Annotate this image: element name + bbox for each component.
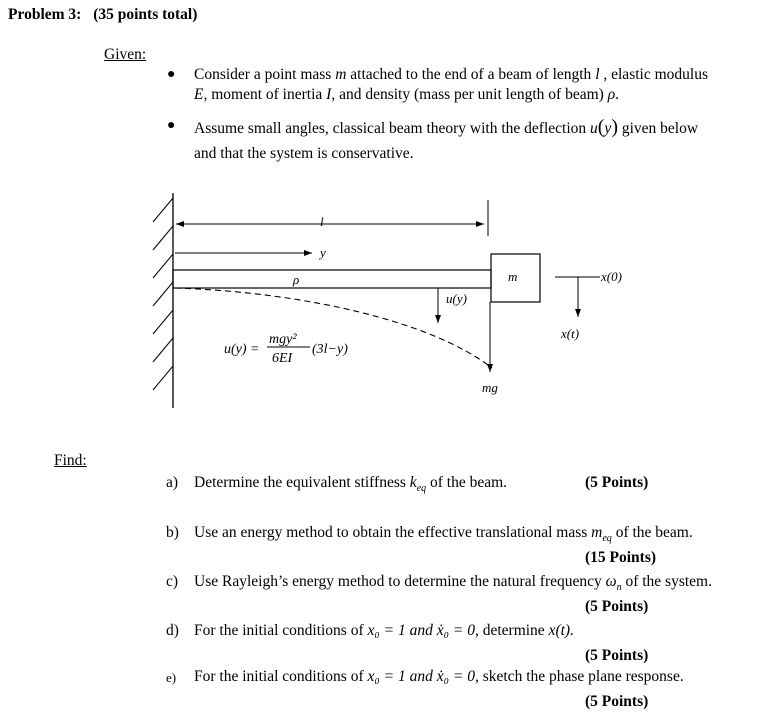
find-item-c-text: Use Rayleigh’s energy method to determine the natural frequency $\omega_n$ of the system.: [194, 573, 712, 594]
find-label: Find:: [54, 452, 87, 469]
label-xt: x(t): [561, 326, 580, 341]
label-uy: u(y): [446, 291, 467, 306]
find-item-c-points: (5 Points): [585, 598, 649, 615]
bullet-icon: ●: [167, 67, 176, 82]
find-item-b-text: Use an energy method to obtain the effective translational mass $m_{eq}$ of the beam.: [194, 524, 693, 545]
find-item-a-points: (5 Points): [585, 474, 649, 491]
find-item-a-text: Determine the equivalent stiffness $k_{eq}$ of the beam.: [194, 474, 508, 495]
find-item-d-text: For the initial conditions of x₀ = 1 and ẋ₀ = 0, determine x(t).: [194, 622, 574, 639]
equation-factor: (3l−y): [312, 342, 348, 357]
wall-hatching: [153, 198, 173, 390]
given-bullet-1-line-2: E, moment of inertia I, and density (mass per unit length of beam) ρ.: [194, 86, 620, 103]
equation-numerator: mgy²: [269, 332, 297, 347]
equation-denominator: 6EI: [272, 351, 293, 366]
find-item-d-letter: d): [166, 622, 179, 639]
label-x0: x(0): [601, 269, 622, 284]
find-item-c-letter: c): [166, 573, 179, 590]
bullet-icon: ●: [167, 118, 176, 133]
find-item-e-points: (5 Points): [585, 693, 649, 710]
label-m: m: [508, 269, 518, 284]
given-bullet-2-line-1: Assume small angles, classical beam theory with the deflection u(y) given below: [194, 116, 699, 138]
given-label: Given:: [104, 46, 147, 63]
find-item-b-letter: b): [166, 524, 179, 541]
label-l: l: [320, 214, 324, 229]
find-item-a-letter: a): [166, 474, 179, 491]
beam: [173, 270, 491, 288]
label-y: y: [320, 245, 326, 260]
find-item-d-points: (5 Points): [585, 647, 649, 664]
find-item-b-points: (15 Points): [585, 549, 657, 566]
find-item-e-letter: e): [166, 670, 177, 685]
problem-number: Problem 3:: [8, 6, 82, 23]
given-bullet-1-line-1: Consider a point mass m attached to the end of a beam of length l , elastic modulus: [194, 66, 708, 83]
label-rho: ρ: [293, 272, 300, 287]
find-item-e-text: For the initial conditions of x₀ = 1 and ẋ₀ = 0, sketch the phase plane response.: [194, 668, 684, 685]
label-mg: mg: [482, 380, 498, 395]
given-bullet-2-line-2: and that the system is conservative.: [194, 145, 414, 162]
equation-lhs: u(y) =: [224, 342, 260, 357]
problem-points: (35 points total): [93, 6, 198, 23]
